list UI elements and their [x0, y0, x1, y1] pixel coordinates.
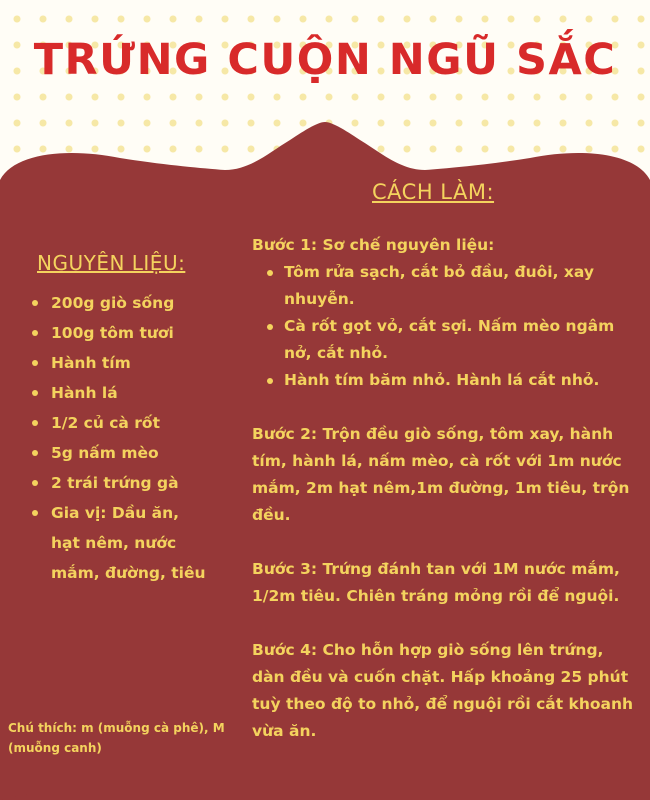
- step-1: Bước 1: Sơ chế nguyên liệu:: [252, 236, 495, 254]
- recipe-title: TRỨNG CUỘN NGŨ SẮC: [33, 35, 617, 85]
- ingredient-item: 100g tôm tươi: [30, 318, 210, 348]
- step-2: Bước 2: Trộn đều giò sống, tôm xay, hành tím, hành lá, nấm mèo, cà rốt với 1m nước mắm, 2m hạt nêm,1m đường, 1m tiêu, trộn đều.: [252, 425, 630, 524]
- ingredients-list: [30, 288, 210, 588]
- substep-item: Tôm rửa sạch, cắt bỏ đầu, đuôi, xay nhuyễn.: [252, 259, 637, 313]
- step-gap: [252, 394, 637, 421]
- step-gap: [252, 610, 637, 637]
- ingredient-item: 1/2 củ cà rốt: [30, 408, 210, 438]
- ingredient-item: Gia vị: Dầu ăn, hạt nêm, nước mắm, đường, tiêu: [30, 498, 210, 588]
- method-heading: CÁCH LÀM:: [372, 180, 495, 204]
- footnote: Chú thích: m (muỗng cà phê), M (muỗng canh): [8, 721, 225, 755]
- ingredient-item: Hành lá: [30, 378, 210, 408]
- step-4: Bước 4: Cho hỗn hợp giò sống lên trứng, dàn đều và cuốn chặt. Hấp khoảng 25 phút tuỳ theo độ to nhỏ, để nguội rồi cắt khoanh vừa ăn.: [252, 641, 634, 740]
- substep-item: Hành tím băm nhỏ. Hành lá cắt nhỏ.: [252, 367, 637, 394]
- ingredient-item: 200g giò sống: [30, 288, 210, 318]
- substep-item: Cà rốt gọt vỏ, cắt sợi. Nấm mèo ngâm nở, cắt nhỏ.: [252, 313, 637, 367]
- ingredients-heading: NGUYÊN LIỆU:: [37, 251, 186, 275]
- ingredient-item: Hành tím: [30, 348, 210, 378]
- step-gap: [252, 529, 637, 556]
- method-steps: [252, 232, 637, 745]
- step-3: Bước 3: Trứng đánh tan với 1M nước mắm, 1/2m tiêu. Chiên tráng mỏng rồi để nguội.: [252, 560, 620, 605]
- step-1-substeps: [252, 259, 637, 394]
- ingredient-item: 5g nấm mèo: [30, 438, 210, 468]
- ingredient-item: 2 trái trứng gà: [30, 468, 210, 498]
